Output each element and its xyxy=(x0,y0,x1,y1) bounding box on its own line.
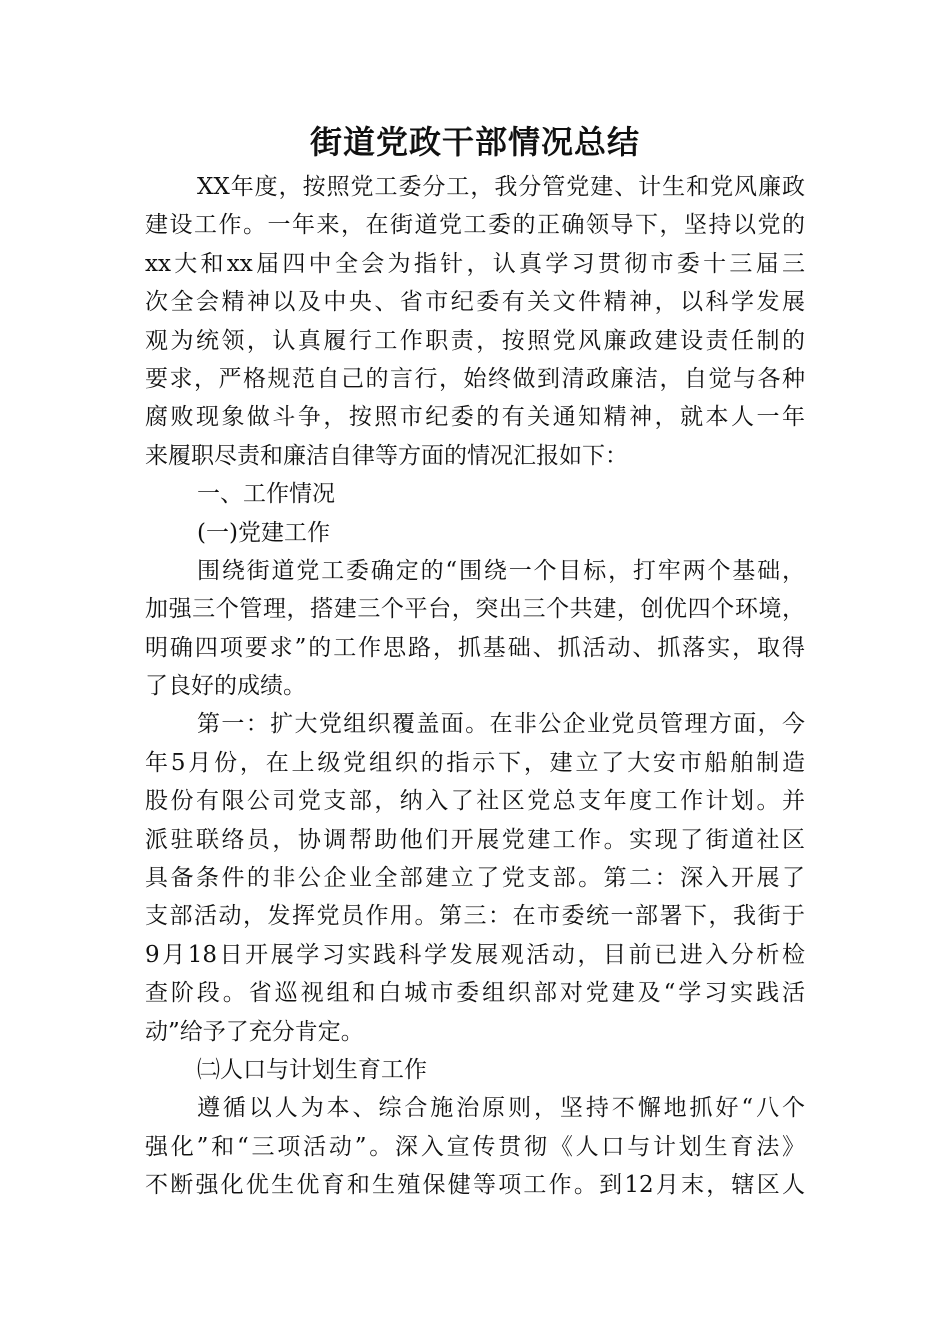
text-line: 9月18日开展学习实践科学发展观活动，目前已进入分析检 xyxy=(145,941,805,968)
text-line: 强化”和“三项活动”。深入宣传贯彻《人口与计划生育法》 xyxy=(145,1133,805,1160)
text-line: 派驻联络员，协调帮助他们开展党建工作。实现了街道社区 xyxy=(145,826,805,853)
text-line: xx大和xx届四中全会为指针，认真学习贯彻市委十三届三 xyxy=(145,250,805,277)
text-line: 要求，严格规范自己的言行，始终做到清政廉洁，自觉与各种 xyxy=(145,365,805,392)
text-line: 具备条件的非公企业全部建立了党支部。第二：深入开展了 xyxy=(145,865,805,892)
text-line: 了良好的成绩。 xyxy=(145,673,306,700)
text-line: XX年度，按照党工委分工，我分管党建、计生和党风廉政 xyxy=(197,174,805,200)
text-line: 一、工作情况 xyxy=(197,481,335,508)
text-line: 动”给予了充分肯定。 xyxy=(145,1018,364,1045)
text-line: 来履职尽责和廉洁自律等方面的情况汇报如下： xyxy=(145,442,628,469)
document-body xyxy=(145,168,805,1205)
text-line: 围绕街道党工委确定的“围绕一个目标，打牢两个基础， xyxy=(197,557,805,584)
text-line: (一)党建工作 xyxy=(197,519,330,546)
text-line: 明确四项要求”的工作思路，抓基础、抓活动、抓落实，取得 xyxy=(145,634,805,661)
text-line: 支部活动，发挥党员作用。第三：在市委统一部署下，我街于 xyxy=(145,903,805,930)
text-line: 观为统领，认真履行工作职责，按照党风廉政建设责任制的 xyxy=(145,327,805,354)
text-line: 查阶段。省巡视组和白城市委组织部对党建及“学习实践活 xyxy=(145,980,805,1007)
text-line: 遵循以人为本、综合施治原则，坚持不懈地抓好“八个 xyxy=(197,1095,805,1122)
text-line: 股份有限公司党支部，纳入了社区党总支年度工作计划。并 xyxy=(145,788,805,815)
text-line: 加强三个管理，搭建三个平台，突出三个共建，创优四个环境， xyxy=(145,596,805,623)
text-line: 建设工作。一年来，在街道党工委的正确领导下，坚持以党的 xyxy=(145,212,805,239)
text-line: 腐败现象做斗争，按照市纪委的有关通知精神，就本人一年 xyxy=(145,404,805,431)
text-line: ㈡人口与计划生育工作 xyxy=(197,1056,427,1083)
text-line: 次全会精神以及中央、省市纪委有关文件精神，以科学发展 xyxy=(145,289,805,316)
text-line: 不断强化优生优育和生殖保健等项工作。到12月末，辖区人 xyxy=(145,1172,805,1199)
text-line: 年5月份，在上级党组织的指示下，建立了大安市船舶制造 xyxy=(145,749,805,776)
text-line: 第一：扩大党组织覆盖面。在非公企业党员管理方面，今 xyxy=(197,711,805,738)
document-title: 街道党政干部情况总结 xyxy=(309,123,640,161)
